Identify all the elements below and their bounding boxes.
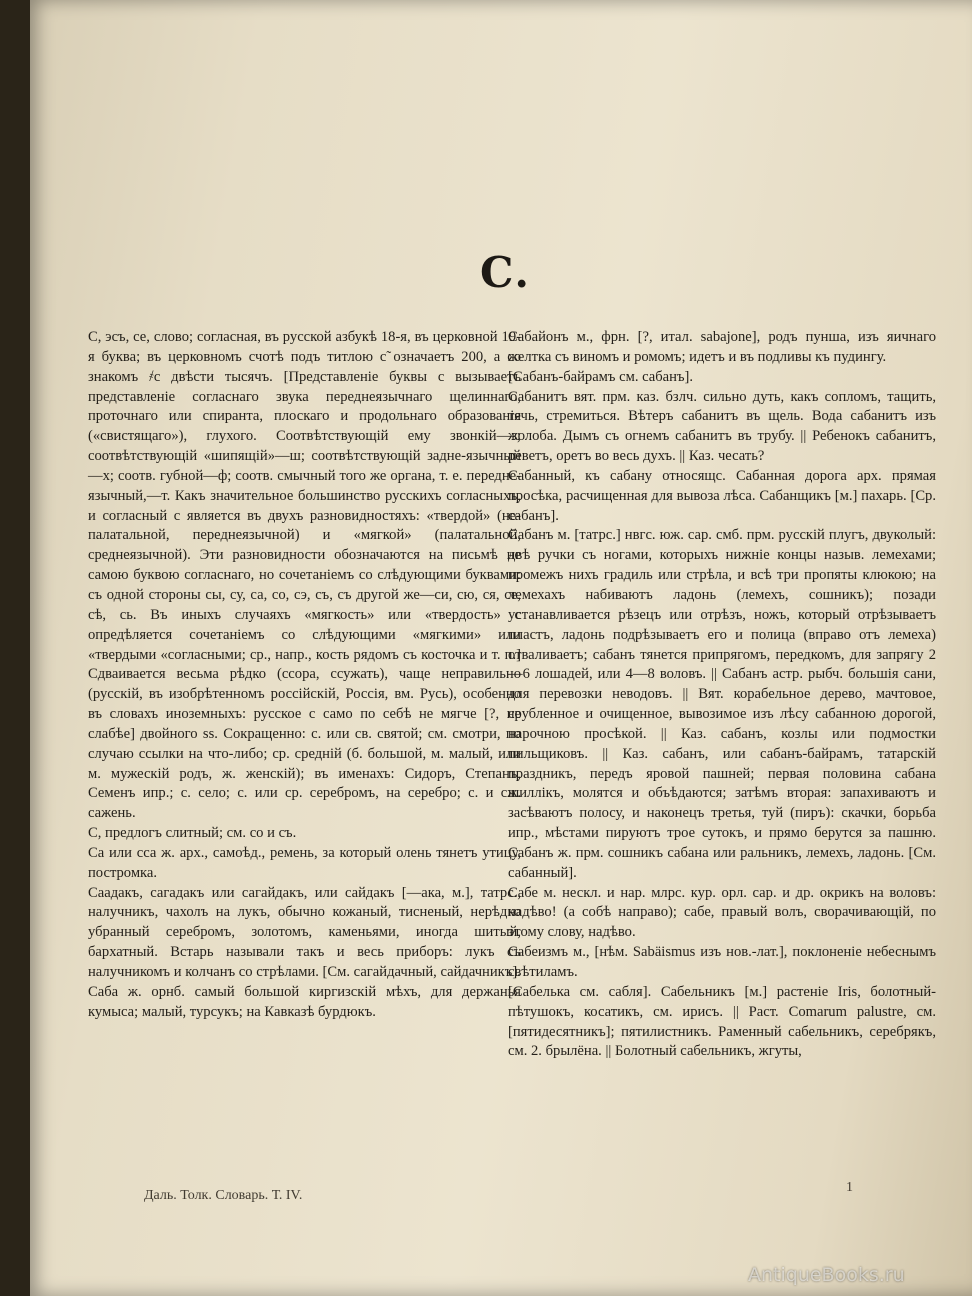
page-number: 1 (846, 1180, 853, 1195)
entry-sabelnik: [Сабелька см. сабля]. Сабельникъ [м.] растеніе Iris, болотный-пѣтушокъ, косатикъ, см. ирисъ. || Раст. Comarum palustre, см. [пятидесятникъ]; пятилистникъ. Раменный сабельникъ, серебрякъ, см. 2. брылёна. || Болотный сабельникъ, жгуты, (508, 983, 936, 1060)
entry-s-preposition: С, предлогъ слитный; см. со и съ. (88, 825, 297, 842)
left-column (88, 328, 521, 1023)
right-column (508, 328, 936, 1062)
entry-s-letter: С, эсъ, се, слово; согласная, въ русской азбукѣ 18-я, въ церковной 19-я буква; въ церковномъ счотѣ подъ титлою с̃ означаетъ 200, а со знакомъ ҂с двѣсти тысячъ. [Представленіе буквы с вызываетъ представленіе согласнаго звука переднеязычнаго щелиннаго, проточнаго или спиранта, плоскаго и продольнаго образованія («свистящаго»), глухого. Соотвѣтствующій ему звонкій—з; соотвѣтствующій «шипящій»—ш; соотвѣтствующій задне-язычный—х; соотв. губной—ф; соотв. смычный того же органа, т. е. передне-язычный,—т. Какъ значительное большинство русскихъ согласныхъ, и согласный с является въ двухъ разновидностяхъ: «твердой» (не-палатальной, переднеязычной) и «мягкой» (палатальной, среднеязычной). Эти разновидности обозначаются на письмѣ не самою буквою согласнаго, но сочетаніемъ со слѣдующими буквами: съ одной стороны сы, су, са, со, сэ, съ, съ другой же—си, сю, ся, се, сѣ, сь. Въ иныхъ случаяхъ «мягкость» или «твердость» с опредѣляется сочетаніемъ со слѣдующими «мягкими» или «твердыми «согласными; ср., напр., кость рядомъ съ косточка и т. п.] Сдваивается весьма рѣдко (ссора, ссужать), чаще неправильно (русскій, въ изобрѣтенномъ россійскій, Россія, вм. Русь), особенно въ словахъ иноземныхъ: русское с само по себѣ не мягче [?, не слабѣе] двойного ss. Сокращенно: с. или св. святой; см. смотри, по случаю ссылки на что-либо; ср. средній (б. большой, м. малый, или м. мужескій родъ, ж. женскій); въ именахъ: Сидоръ, Степанъ, Семенъ ипр.; с. село; с. или ср. серебромъ, на серебро; с. и сж. сажень. (88, 329, 521, 822)
section-letter-heading: С. (479, 248, 531, 297)
entry-sabayon: Сабайонъ м., фрн. [?, итал. sabajone], родъ пунша, изъ яичнаго желтка съ виномъ и ромомъ; идетъ и въ подливы къ пудингу. (508, 329, 936, 365)
entry-saadak: Саадакъ, сагадакъ или сагайдакъ, или сайдакъ [—ака, м.], татрс., налучникъ, чахолъ на лукъ, обычно кожаный, тисненый, нерѣдко убранный серебромъ, золотомъ, каменьями, иногда шитый, бархатный. Встарь называли такъ и весь приборъ: лукъ съ налучникомъ и колчанъ со стрѣлами. [См. сагайдачный, сайдачникъ]. (88, 884, 521, 980)
entry-sabe: Сабе м. нескл. и нар. млрс. кур. орл. сар. и др. окрикъ на воловъ: надѣво! (а собѣ направо); сабе, правый волъ, сворачивающій, по этому слову, надѣво. (508, 884, 936, 941)
entry-saban-bayram: [Сабанъ-байрамъ см. сабанъ]. (508, 368, 694, 385)
entry-sabanny: Сабанный, къ сабану относящс. Сабанная дорога арх. прямая просѣка, расчищенная для вывоза лѣса. Сабанщикъ [м.] пахарь. [Ср. сабанъ]. (508, 467, 936, 524)
entry-saba: Саба ж. орнб. самый большой киргизскій мѣхъ, для держанья кумыса; малый, турсукъ; на Кавказѣ бурдюкъ. (88, 983, 521, 1020)
entry-sabanit: Сабанитъ вят. прм. каз. бзлч. сильно дуть, какъ сопломъ, тащить, течь, стремиться. Вѣтеръ сабанитъ въ щель. Вода сабанитъ изъ жолоба. Дымъ съ огнемъ сабанитъ въ трубу. || Ребенокъ сабанитъ, реветъ, оретъ во весь духъ. || Каз. чесать? (508, 388, 936, 465)
book-page (30, 0, 972, 1296)
entry-sa: Са или сса ж. арх., самоѣд., ремень, за который олень тянетъ утицу, постромка. (88, 844, 521, 881)
page-footer: Даль. Толк. Словарь. Т. IV. (144, 1188, 303, 1203)
watermark: AntiqueBooks.ru (748, 1264, 905, 1286)
entry-sabeizm: Сабеизмъ м., [нѣм. Sabäismus изъ нов.-лат.], поклоненіе небеснымъ свѣтиламъ. (508, 944, 936, 980)
entry-saban: Сабанъ м. [татрс.] нвгс. юж. сар. смб. прм. русскій плугъ, двуколый: двѣ ручки съ ногами, которыхъ нижніе концы назыв. лемехами; промежъ нихъ градиль или стрѣла, и всѣ три пропяты клюкою; на лемехахъ набиваютъ ладонь (лемехъ, сошникъ); позади устанавливается рѣзецъ или отрѣзъ, ножъ, который отрѣзываетъ пластъ, ладонь подрѣзываетъ его и полица (вправо отъ лемеха) отваливаетъ; сабанъ тянется припрягомъ, передкомъ, для запрягу 2—6 лошадей, или 4—8 воловъ. || Сабанъ астр. рыбч. большія сани, для перевозки неводовъ. || Вят. корабельное дерево, мачтовое, срубленное и очищенное, вывозимое изъ лѣсу сабанною дорогой, нарочною просѣкой. || Каз. сабанъ, козлы или подмостки пильщиковъ. || Каз. сабанъ, или сабанъ-байрамъ, татарскій праздникъ, передъ яровой пашней; первая половина сабана шиллікъ, молятся и объѣдаются; затѣмъ вторая: запахиваютъ и засѣваютъ полосу, и наконецъ третья, туй (пиръ): скачки, борьба ипр., мѣстами пируютъ трое сутокъ, и прямо берутся за пашню. Сабанъ ж. прм. сошникъ сабана или ральникъ, лемехъ, ладонь. [См. сабанный]. (508, 527, 936, 881)
